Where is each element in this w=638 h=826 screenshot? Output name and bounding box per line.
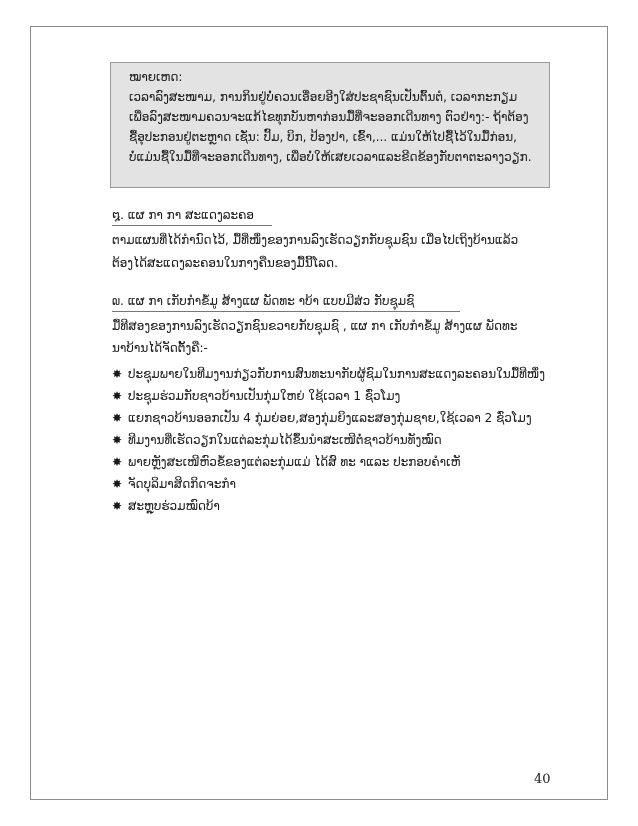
list-item [112,385,545,407]
page-number: 40 [534,772,551,787]
section-9-paragraph-line: ນາບ້ານໄດ້ຈັດຕັ້ງຄື:- [112,341,208,355]
bullet-star-icon: ✸ [112,499,123,513]
list-item-text: ສະຫຼຸບຮ່ວມໝົດບ້າ [128,499,220,513]
list-item [112,451,545,473]
section-8-heading: ໘. ແຜ ກາ ກາ ສະແດງລະຄອ [112,208,254,222]
list-item [112,495,545,517]
note-box [110,62,550,188]
bullet-star-icon: ✸ [112,389,123,403]
bullet-star-icon: ✸ [112,433,123,447]
section-9-paragraph-line: ມື້ທີສອງຂອງການລົງເຮັດວຽກຊົນຂວາຍກັບຊຸມຊົ , ແຜ ກາ ເກັບກຳຂໍ້ມູ ສ້າງແຜ ພັດທະ [112,319,518,333]
list-item [112,363,545,385]
list-item-text: ປະຊຸມພາຍໃນທີມງານກ່ຽວກັບການສົນທະນາກັບຜູ້ຊົມໃນການສະແດງລະຄອນໃນມື້ທີໜຶ່ງ [128,367,546,381]
list-item-text: ແຍກຊາວບ້ານອອກເປັນ 4 ກຸ່ມຍ່ອຍ,ສອງກຸ່ມຍິງແລະສອງກຸ່ມຊາຍ,ໃຊ້ເວລາ 2 ຊົ່ວໂມງ [128,411,532,425]
list-item [112,429,545,451]
section-9-underline [112,311,460,312]
section-8-paragraph-line: ຕ້ອງໄດ້ສະແດງລະຄອນໃນກາງຄືນຂອງມື້ນີ້ໂລດ. [112,256,338,270]
note-line: ບໍ່ແມ່ນຊື້ໃນມື້ທີ່ຈະອອກເດີນທາງ, ເພື່ອບໍ່ໃຫ້ເສຍເວລາແລະຂີດຂ້ອງກັບຕາຕະລາງວຽກ. [129,150,532,164]
list-item [112,407,545,429]
section-8-paragraph-line: ຕາມແຜນທີ່ໄດ້ກຳນົດໄວ້, ມື້ທີ່ໜຶ່ງຂອງການລົງເຮັດວຽກກັບຊຸມຊົນ ເມື່ອໄປເຖິງບ້ານແລ້ວ [112,233,519,247]
list-item-text: ປະຊຸມຮ່ວມກັບຊາວບ້ານເປັນກຸ່ມໃຫຍ່ ໃຊ້ເວລາ 1 ຊົ່ວໂມງ [128,389,401,403]
note-line: ເພື່ອລົງສະໜາມຄວນຈະແກ້ໄຂທຸກບັນຫາກ່ອນມື້ທີ່ຈະອອກເດີນທາງ ຕົວຢ່າງ:- ຖ້າຕ້ອງ [129,110,529,124]
activity-bullet-list [112,363,545,517]
note-line: ຊື້ອຸປະກອນຢູ່ຕະຫຼາດ ເຊັ່ນ: ປົ້ມ, ບິກ, ປ້ອງປາ, ເຂົ້າ,... ແມ່ນໃຫ້ໄປຊື້ໄວ້ໃນມື້ກ່ອນ, [129,130,517,144]
list-item-text: ພາຍຫຼັງສະເໜີຫົວຂໍ້ຂອງແຕ່ລະກຸ່ມແມ່ ໄດ້ສົ ທະ າແລະ ປະກອບຄຳເຫັ [128,455,461,469]
bullet-star-icon: ✸ [112,455,123,469]
bullet-star-icon: ✸ [112,411,123,425]
section-9-heading: ໙. ແຜ ກາ ເກັບກຳຂໍ້ມູ ສ້າງແຜ ພັດທະ າບ້າ ແບບມີສ່ວ ກັບຊຸມຊົ [112,294,415,308]
note-line: ເວລາລົງສະໜາມ, ການກິນຢູ່ບໍ່ຄວນເອື່ອຍອີງໃສ່ປະຊາຊົນເປັນຕົ້ນຕໍ, ເວລາກະກຽມ [129,90,518,104]
bullet-star-icon: ✸ [112,477,123,491]
section-8-underline [112,225,272,226]
note-title: ໝາຍເຫດ: [129,70,183,84]
list-item [112,473,545,495]
bullet-star-icon: ✸ [112,367,123,381]
list-item-text: ຈັດບຸລິມາສິດກິດຈະກຳ [128,477,236,491]
list-item-text: ທີມງານທີ່ເຮັດວຽກໃນແຕ່ລະກຸ່ມໄດ້ຂຶ້ນນຳສະເໜີຕໍ່ຊາວບ້ານທັງໝົດ [128,433,442,447]
